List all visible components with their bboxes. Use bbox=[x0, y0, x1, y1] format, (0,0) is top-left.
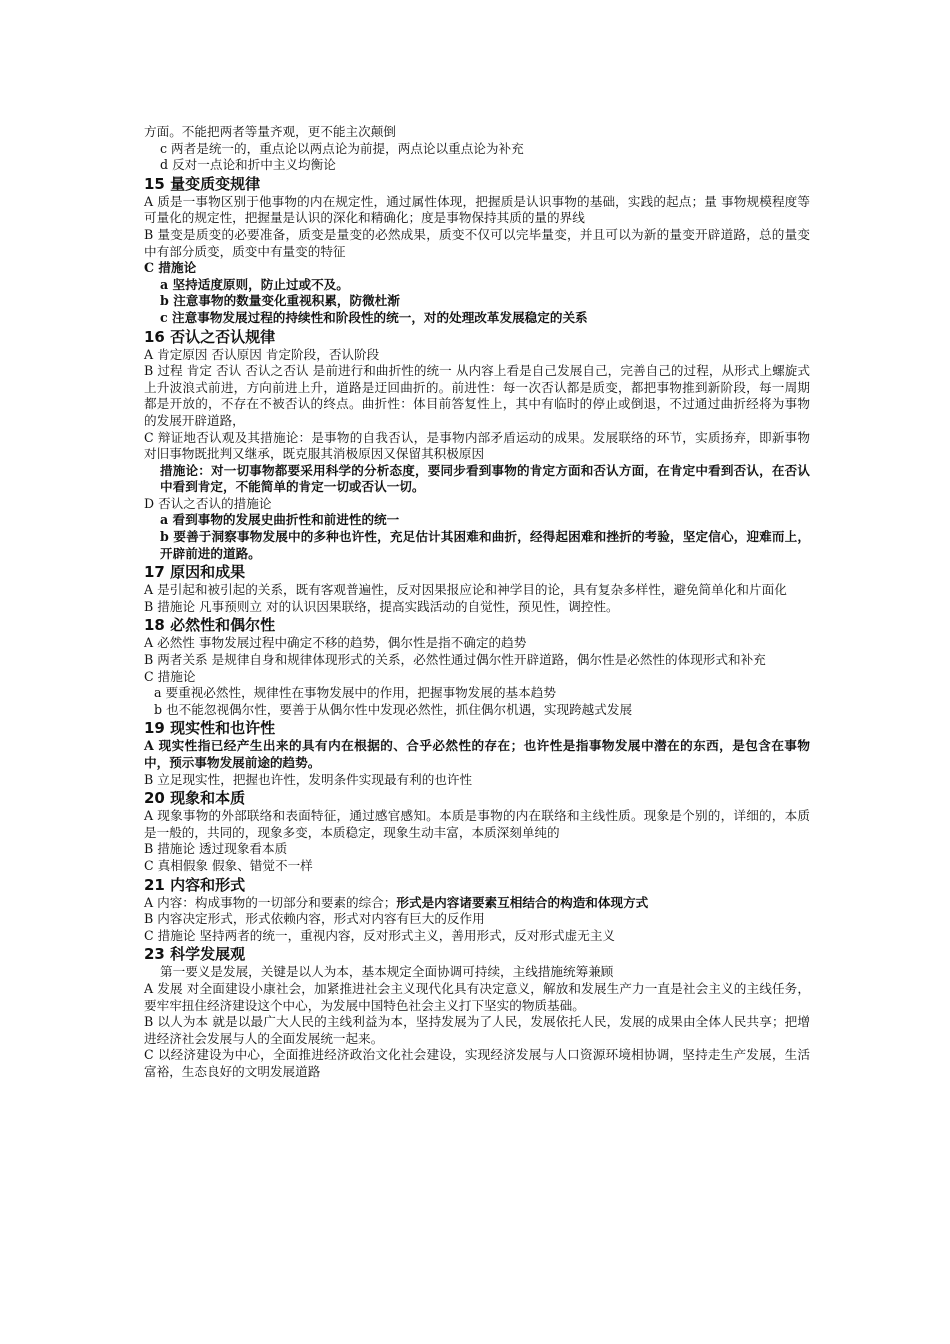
paragraph: B 措施论 透过现象看本质 bbox=[144, 841, 288, 857]
document-page bbox=[144, 124, 810, 1081]
paragraph: a 坚持适度原则，防止过或不及。 bbox=[160, 276, 349, 292]
paragraph: c 注意事物发展过程的持续性和阶段性的统一，对的处理改革发展稳定的关系 bbox=[160, 309, 588, 325]
paragraph: d 反对一点论和折中主义均衡论 bbox=[160, 157, 336, 173]
paragraph: A 现象事物的外部联络和表面特征，通过感官感知。本质是事物的内在联络和主线性质。现象是个别的，详细的，本质是一般的，共同的，现象多变，本质稳定，现象生动丰富，本质深刻单纯的 bbox=[144, 808, 810, 840]
paragraph: b 注意事物的数量变化重视积累，防微杜渐 bbox=[160, 293, 400, 309]
paragraph: b 要善于洞察事物发展中的多种也许性，充足估计其困难和曲折，经得起困难和挫折的考验，坚定信心，迎难而上，开辟前进的道路。 bbox=[160, 529, 810, 561]
paragraph: C 以经济建设为中心，全面推进经济政治文化社会建设，实现经济发展与人口资源环境相协调，坚持走生产发展，生活富裕，生态良好的文明发展道路 bbox=[144, 1047, 810, 1079]
section-heading: 23 科学发展观 bbox=[144, 945, 246, 964]
paragraph: A 必然性 事物发展过程中确定不移的趋势，偶尔性是指不确定的趋势 bbox=[144, 635, 527, 651]
paragraph: B 立足现实性，把握也许性，发明条件实现最有利的也许性 bbox=[144, 771, 473, 787]
paragraph: a 要重视必然性，规律性在事物发展中的作用，把握事物发展的基本趋势 bbox=[154, 685, 556, 701]
paragraph: 第一要义是发展，关键是以人为本，基本规定全面协调可持续，主线措施统筹兼顾 bbox=[160, 964, 614, 980]
paragraph: B 量变是质变的必要准备，质变是量变的必然成果，质变不仅可以完毕量变，并且可以为新的量变开辟道路，总的量变中有部分质变，质变中有量变的特征 bbox=[144, 226, 810, 259]
paragraph: C 措施论 bbox=[144, 260, 197, 276]
paragraph: A 质是一事物区别于他事物的内在规定性，通过属性体现，把握质是认识事物的基础，实践的起点；量 事物规模程度等可量化的规定性，把握量是认识的深化和精确化；度是事物保持其质的量的界线 bbox=[144, 193, 810, 226]
section-heading: 19 现实性和也许性 bbox=[144, 719, 276, 738]
section-heading: 17 原因和成果 bbox=[144, 563, 246, 582]
paragraph: D 否认之否认的措施论 bbox=[144, 495, 272, 511]
paragraph: b 也不能忽视偶尔性，要善于从偶尔性中发现必然性，抓住偶尔机遇，实现跨越式发展 bbox=[154, 701, 633, 717]
section-heading: 15 量变质变规律 bbox=[144, 174, 261, 193]
paragraph: C 辩证地否认观及其措施论：是事物的自我否认，是事物内部矛盾运动的成果。发展联络的环节，实质扬弃，即新事物对旧事物既批判又继承，既克服其消极原因又保留其积极原因 bbox=[144, 429, 810, 462]
paragraph: A 内容：构成事物的一切部分和要素的综合；形式是内容诸要素互相结合的构造和体现方式 bbox=[144, 894, 649, 910]
paragraph: A 肯定原因 否认原因 肯定阶段，否认阶段 bbox=[144, 346, 380, 362]
paragraph: B 措施论 凡事预则立 对的认识因果联络，提高实践活动的自觉性，预见性，调控性。 bbox=[144, 598, 619, 614]
section-heading: 21 内容和形式 bbox=[144, 875, 246, 894]
paragraph: B 过程 肯定 否认 否认之否认 是前进行和曲折性的统一 从内容上看是自己发展自己，完善自己的过程，从形式上螺旋式上升波浪式前进，方向前进上升，道路是迂回曲折的。前进性：每一次否认都是质变，都把事物推到新阶段，每一周期都是开放的，不存在不被否认的终点。曲折性：体目前答复性上，其中有临时的停止或倒退，不过通过曲折经将为事物的发展开辟道路， bbox=[144, 363, 810, 428]
paragraph: B 以人为本 就是以最广大人民的主线利益为本，坚持发展为了人民，发展依托人民，发展的成果由全体人民共享；把增进经济社会发展与人的全面发展统一起来。 bbox=[144, 1014, 810, 1046]
paragraph: A 现实性指已经产生出来的具有内在根据的、合乎必然性的存在；也许性是指事物发展中潜在的东西，是包含在事物中，预示事物发展前途的趋势。 bbox=[144, 738, 810, 770]
section-heading: 20 现象和本质 bbox=[144, 789, 246, 808]
paragraph: C 措施论 bbox=[144, 668, 196, 684]
paragraph: C 措施论 坚持两者的统一，重视内容，反对形式主义，善用形式，反对形式虚无主义 bbox=[144, 927, 616, 943]
section-heading: 16 否认之否认规律 bbox=[144, 327, 276, 346]
section-heading: 18 必然性和偶尔性 bbox=[144, 616, 276, 635]
paragraph: c 两者是统一的，重点论以两点论为前提，两点论以重点论为补充 bbox=[160, 140, 524, 156]
paragraph: A 发展 对全面建设小康社会，加紧推进社会主义现代化具有决定意义，解放和发展生产力一直是社会主义的主线任务，要牢牢扭住经济建设这个中心，为发展中国特色社会主义打下坚实的物质基础。 bbox=[144, 980, 810, 1013]
paragraph: 措施论：对一切事物都要采用科学的分析态度，要同步看到事物的肯定方面和否认方面，在肯定中看到否认，在否认中看到肯定，不能简单的肯定一切或否认一切。 bbox=[160, 462, 810, 495]
paragraph: a 看到事物的发展史曲折性和前进性的统一 bbox=[160, 512, 400, 528]
paragraph: B 内容决定形式，形式依赖内容，形式对内容有巨大的反作用 bbox=[144, 911, 485, 927]
paragraph: A 是引起和被引起的关系，既有客观普遍性，反对因果报应论和神学目的论，具有复杂多样性，避免简单化和片面化 bbox=[144, 582, 787, 598]
paragraph: C 真相假象 假象、错觉不一样 bbox=[144, 857, 313, 873]
paragraph: B 两者关系 是规律自身和规律体现形式的关系，必然性通过偶尔性开辟道路，偶尔性是必然性的体现形式和补充 bbox=[144, 652, 766, 668]
paragraph: 方面。不能把两者等量齐观，更不能主次颠倒 bbox=[144, 124, 396, 139]
